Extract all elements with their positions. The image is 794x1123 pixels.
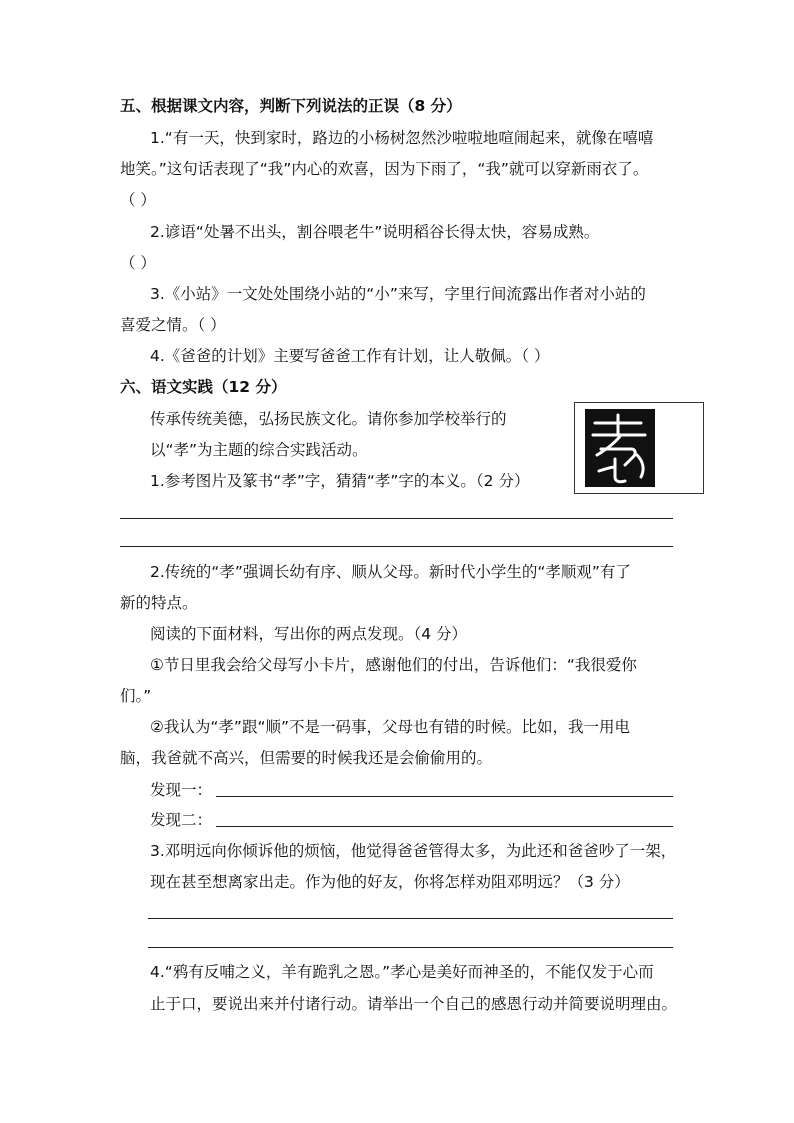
s6-q1: 1.参考图片及篆书“孝”字，猜猜“孝”字的本义。（2 分） xyxy=(150,472,530,490)
seal-script-image xyxy=(574,402,704,494)
seal-script-character-xiao-icon xyxy=(585,409,655,487)
s5-q1-line1: 1.“有一天，快到家时，路边的小杨树忽然沙啦啦地喧闹起来，就像在嘻嘻 xyxy=(150,129,654,147)
s6-intro-line1: 传承传统美德，弘扬民族文化。请你参加学校举行的 xyxy=(150,410,507,428)
s5-q2-answer-paren[interactable]: （ ） xyxy=(120,254,156,272)
s6-material1-line1: ①节日里我会给父母写小卡片，感谢他们的付出，告诉他们：“我很爱你 xyxy=(150,656,637,674)
s6-material2-line1: ②我认为“孝”跟“顺”不是一码事，父母也有错的时候。比如，我一用电 xyxy=(150,718,631,736)
finding-one-line[interactable] xyxy=(216,796,673,797)
section5-heading: 五、根据课文内容，判断下列说法的正误（8 分） xyxy=(120,97,462,115)
answer-line-q3-1[interactable] xyxy=(148,918,673,919)
s5-q2-line1: 2.谚语“处暑不出头，割谷喂老牛”说明稻谷长得太快，容易成熟。 xyxy=(150,223,600,241)
answer-line-q1-1[interactable] xyxy=(120,518,673,519)
s6-material2-line2: 脑，我爸就不高兴，但需要的时候我还是会偷偷用的。 xyxy=(120,749,493,767)
s5-q4-line1: 4.《爸爸的计划》主要写爸爸工作有计划，让人敬佩。（ ） xyxy=(150,347,550,365)
s6-q4-line1: 4.“鸦有反哺之义，羊有跪乳之恩。”孝心是美好而神圣的，不能仅发于心而 xyxy=(150,963,654,981)
s6-q3-line1: 3.邓明远向你倾诉他的烦恼，他觉得爸爸管得太多，为此还和爸爸吵了一架， xyxy=(150,842,677,860)
s5-q3-line1: 3.《小站》一文处处围绕小站的“小”来写，字里行间流露出作者对小站的 xyxy=(150,285,646,303)
s6-q2-line1: 2.传统的“孝”强调长幼有序、顺从父母。新时代小学生的“孝顺观”有了 xyxy=(150,563,631,581)
s5-q3-line2: 喜爱之情。（ ） xyxy=(120,316,226,334)
finding-one-label: 发现一： xyxy=(150,781,213,799)
s5-q1-line2: 地笑。”这句话表现了“我”内心的欢喜，因为下雨了，“我”就可以穿新雨衣了。 xyxy=(120,160,649,178)
s6-q3-line2: 现在甚至想离家出走。作为他的好友，你将怎样劝阻邓明远？（3 分） xyxy=(150,873,630,891)
s6-intro-line2: 以“孝”为主题的综合实践活动。 xyxy=(150,441,368,459)
answer-line-q1-2[interactable] xyxy=(120,546,673,547)
answer-line-q3-2[interactable] xyxy=(148,947,673,948)
s6-q2-line2: 新的特点。 xyxy=(120,594,198,612)
finding-two-label: 发现二： xyxy=(150,811,213,829)
finding-two-line[interactable] xyxy=(216,826,673,827)
s5-q1-answer-paren[interactable]: （ ） xyxy=(120,191,156,209)
section6-heading: 六、语文实践（12 分） xyxy=(120,378,287,396)
s6-material1-line2: 们。” xyxy=(120,687,152,705)
s6-q4-line2: 止于口，要说出来并付诸行动。请举出一个自己的感恩行动并简要说明理由。 xyxy=(150,995,678,1013)
s6-q2-instruction: 阅读的下面材料，写出你的两点发现。（4 分） xyxy=(150,625,468,643)
